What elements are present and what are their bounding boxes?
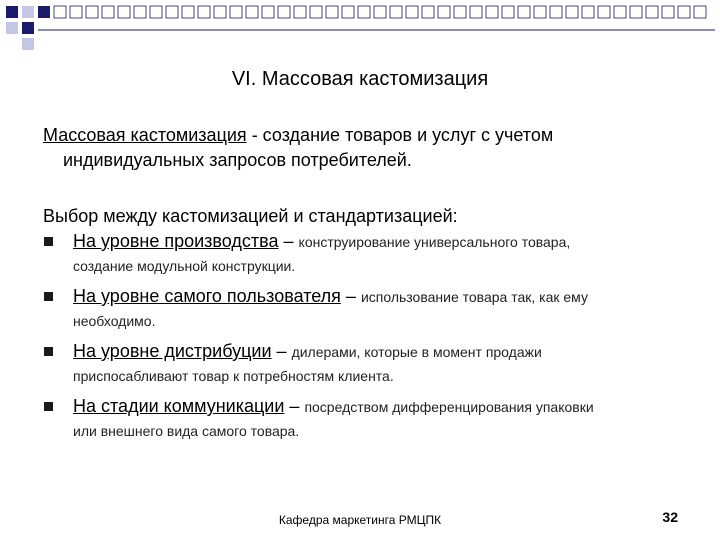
square-bullet-icon [44, 347, 53, 356]
level-dash: – [278, 231, 299, 251]
header-grid-cell [342, 6, 354, 18]
header-grid-cell [294, 6, 306, 18]
header-grid-cell [102, 6, 114, 18]
level-name: На уровне самого пользователя [73, 286, 341, 306]
list-item [43, 229, 683, 277]
header-grid-cell [550, 6, 562, 18]
header-grid-cell [214, 6, 226, 18]
header-grid-cell [454, 6, 466, 18]
header-grid-cell [134, 6, 146, 18]
level-name: На стадии коммуникации [73, 396, 285, 416]
level-dash: – [284, 396, 305, 416]
list-item [43, 284, 683, 332]
header-grid-cell [262, 6, 274, 18]
header-grid-cell [326, 6, 338, 18]
level-head [73, 339, 683, 365]
definition-text-part1: - создание товаров и услуг с учетом [246, 125, 554, 145]
header-grid-row [54, 6, 706, 18]
level-dash: – [340, 286, 361, 306]
level-name: На уровне дистрибуции [73, 341, 272, 361]
list-item [43, 394, 683, 442]
header-grid-cell [86, 6, 98, 18]
header-grid-cell [470, 6, 482, 18]
level-continuation: необходимо. [73, 313, 156, 329]
header-grid-cell [422, 6, 434, 18]
header-grid-cell [54, 6, 66, 18]
level-name: На уровне производства [73, 231, 279, 251]
square-bullet-icon [44, 237, 53, 246]
header-grid-cell [534, 6, 546, 18]
level-head [73, 229, 683, 255]
header-grid-cell [390, 6, 402, 18]
level-description: конструирование универсального товара, [298, 234, 571, 250]
header-grid-cell [662, 6, 674, 18]
square-bullet-icon [44, 402, 53, 411]
level-description: посредством дифференцирования упаковки [304, 399, 594, 415]
header-grid-cell [150, 6, 162, 18]
header-grid-cell [198, 6, 210, 18]
corner-square-navy-1 [6, 6, 18, 18]
header-grid-cell [566, 6, 578, 18]
header-grid-cell [582, 6, 594, 18]
header-grid-cell [182, 6, 194, 18]
header-grid-cell [694, 6, 706, 18]
corner-decoration [0, 0, 720, 60]
corner-square-light-1 [22, 6, 34, 18]
header-grid-cell [278, 6, 290, 18]
corner-square-navy-2 [38, 6, 50, 18]
level-continuation: создание модульной конструкции. [73, 258, 296, 274]
page-number: 32 [662, 509, 678, 525]
header-grid-cell [70, 6, 82, 18]
header-grid-cell [598, 6, 610, 18]
header-grid-cell [438, 6, 450, 18]
corner-square-light-2 [6, 22, 18, 34]
header-grid-cell [166, 6, 178, 18]
header-grid-cell [502, 6, 514, 18]
level-continuation: или внешнего вида самого товара. [73, 423, 300, 439]
level-dash: – [271, 341, 292, 361]
header-grid-cell [230, 6, 242, 18]
header-grid-cell [406, 6, 418, 18]
corner-square-light-3 [22, 38, 34, 50]
square-bullet-icon [44, 292, 53, 301]
level-continuation: приспосабливают товар к потребностям клиента. [73, 368, 394, 384]
header-grid-cell [646, 6, 658, 18]
header-grid-cell [486, 6, 498, 18]
header-grid-cell [246, 6, 258, 18]
choice-heading: Выбор между кастомизацией и стандартизацией: [43, 206, 458, 226]
levels-list [43, 229, 683, 449]
slide-title: VI. Массовая кастомизация [231, 68, 489, 90]
definition-term: Массовая кастомизация [43, 125, 247, 145]
list-item [43, 339, 683, 387]
header-grid-cell [614, 6, 626, 18]
header-grid-cell [374, 6, 386, 18]
header-grid-cell [678, 6, 690, 18]
level-head [73, 394, 683, 420]
footer-department: Кафедра маркетинга РМЦПК [278, 513, 442, 527]
header-grid-cell [630, 6, 642, 18]
header-grid-cell [358, 6, 370, 18]
definition-paragraph [43, 123, 663, 173]
level-head [73, 284, 683, 310]
header-grid-cell [118, 6, 130, 18]
header-grid-cell [518, 6, 530, 18]
definition-text-part2: индивидуальных запросов потребителей. [63, 150, 412, 170]
header-grid-cell [310, 6, 322, 18]
level-description: использование товара так, как ему [360, 289, 588, 305]
level-description: дилерами, которые в момент продажи [291, 344, 542, 360]
corner-square-navy-3 [22, 22, 34, 34]
